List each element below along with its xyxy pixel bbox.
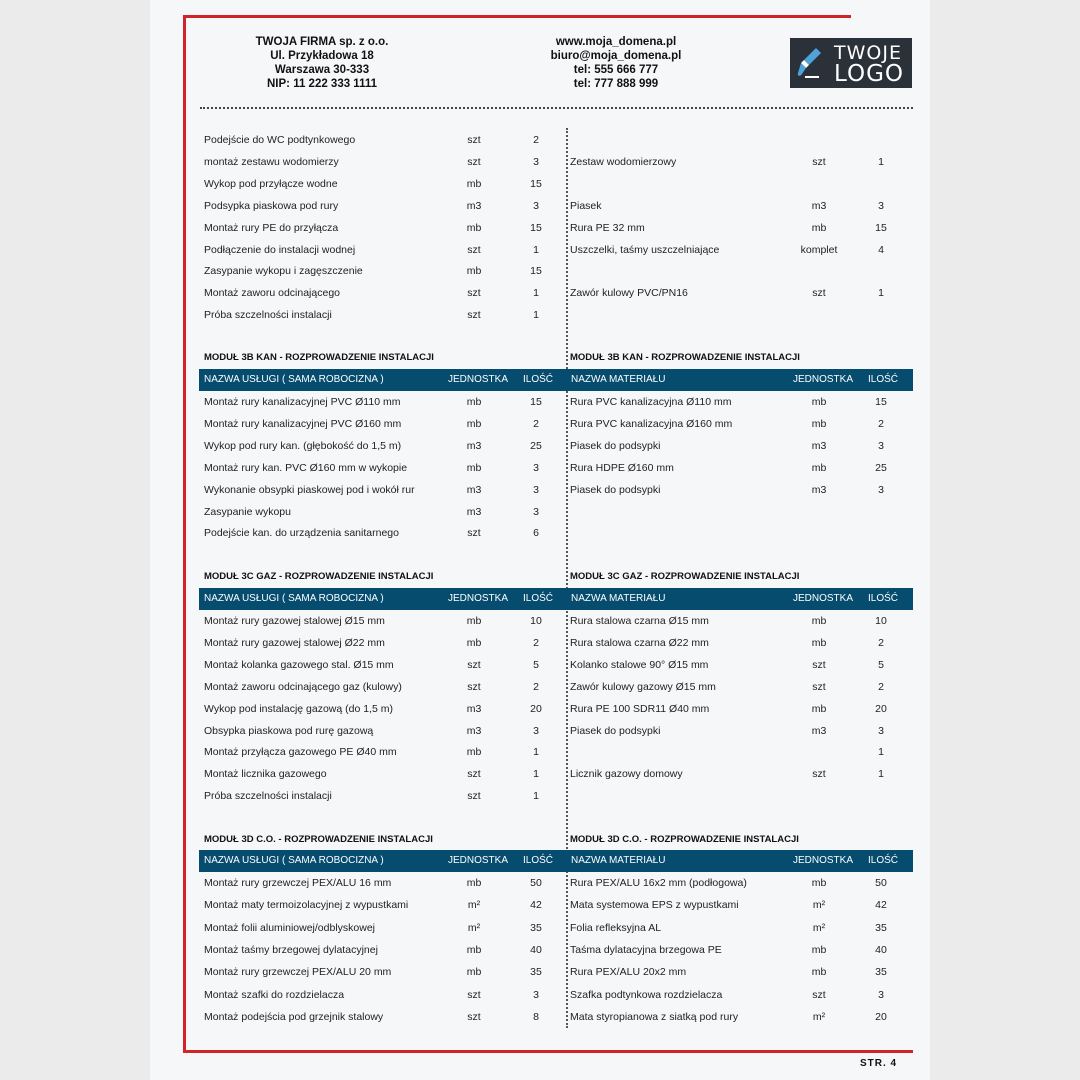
logo-line-2: LOGO [834, 61, 905, 87]
company-logo [790, 38, 912, 88]
material-unit: m² [812, 921, 826, 934]
material-unit: mb [811, 702, 827, 715]
service-name: Zasypanie wykopu i zagęszczenie [204, 265, 363, 278]
service-qty: 20 [530, 702, 542, 715]
material-name: Kolanko stalowe 90° Ø15 mm [570, 658, 709, 671]
service-qty: 50 [530, 877, 542, 889]
header-unit: JEDNOSTKA [793, 374, 854, 385]
contact-block [516, 35, 716, 91]
header-qty: ILOŚĆ [523, 374, 554, 385]
service-unit: szt [467, 287, 481, 300]
service-name: Montaż rury PE do przyłącza [204, 221, 339, 234]
material-qty: 3 [878, 439, 884, 452]
service-name: Montaż maty termoizolacyjnej z wypustkami [204, 899, 409, 912]
company-name: TWOJA FIRMA sp. z o.o. [255, 36, 389, 48]
service-unit: mb [466, 177, 482, 190]
logo-line-1: TWOJE [834, 42, 902, 64]
service-unit: mb [466, 221, 482, 234]
service-name: Wykop pod przyłącze wodne [204, 177, 338, 190]
material-name: Piasek do podsypki [570, 724, 661, 737]
service-unit: szt [467, 155, 481, 168]
service-name: Podejście do WC podtynkowego [204, 134, 356, 146]
service-name: Montaż przyłącza gazowego PE Ø40 mm [204, 746, 397, 759]
material-qty: 15 [875, 221, 887, 234]
service-unit: mb [466, 636, 482, 649]
material-name: Uszczelki, taśmy uszczelniające [570, 243, 720, 256]
material-qty: 4 [878, 243, 884, 256]
material-unit: m² [812, 899, 826, 912]
service-unit: mb [466, 746, 482, 759]
service-qty: 5 [533, 658, 539, 671]
material-qty: 20 [875, 702, 887, 715]
service-unit: mb [466, 417, 482, 430]
material-name: Szafka podtynkowa rozdzielacza [570, 988, 723, 1001]
service-name: montaż zestawu wodomierzy [204, 155, 339, 168]
material-name: Licznik gazowy domowy [570, 768, 683, 781]
material-name: Rura PEX/ALU 16x2 mm (podłogowa) [570, 877, 747, 889]
material-qty: 35 [875, 966, 887, 979]
service-qty: 8 [533, 1010, 539, 1023]
material-unit: m3 [811, 724, 827, 737]
service-name: Podłączenie do instalacji wodnej [204, 243, 356, 256]
material-name: Rura PEX/ALU 20x2 mm [570, 966, 687, 979]
header-divider [200, 107, 913, 109]
page-number: STR. 4 [860, 1058, 898, 1069]
header-service-name: NAZWA USŁUGI ( SAMA ROBOCIZNA ) [204, 374, 384, 385]
service-name: Podsypka piaskowa pod rury [204, 199, 339, 212]
material-qty: 40 [875, 943, 887, 956]
material-qty: 2 [878, 680, 884, 693]
material-name: Rura PVC kanalizacyjna Ø110 mm [570, 396, 732, 408]
service-unit: mb [466, 461, 482, 474]
header-material-name: NAZWA MATERIAŁU [571, 374, 666, 385]
header-qty: ILOŚĆ [868, 855, 899, 866]
service-unit: mb [466, 877, 482, 889]
service-name: Montaż szafki do rozdzielacza [204, 988, 345, 1001]
material-qty: 5 [878, 658, 884, 671]
material-name: Folia refleksyjna AL [570, 921, 662, 934]
service-name: Montaż podejścia pod grzejnik stalowy [204, 1010, 384, 1023]
service-qty: 15 [530, 221, 542, 234]
material-name: Piasek [570, 199, 602, 212]
service-name: Próba szczelności instalacji [204, 790, 332, 803]
material-qty: 1 [878, 768, 884, 781]
company-nip: NIP: 11 222 333 1111 [267, 78, 377, 90]
service-unit: szt [467, 134, 481, 146]
header-qty: ILOŚĆ [523, 855, 554, 866]
service-unit: mb [466, 396, 482, 408]
service-qty: 1 [533, 790, 539, 803]
service-qty: 1 [533, 309, 539, 322]
service-unit: mb [466, 615, 482, 627]
section-title-materials: MODUŁ 3C GAZ - ROZPROWADZENIE INSTALACJI [570, 571, 800, 582]
material-unit: m3 [811, 483, 827, 496]
service-qty: 3 [533, 199, 539, 212]
service-name: Montaż taśmy brzegowej dylatacyjnej [204, 943, 378, 956]
service-name: Wykop pod instalację gazową (do 1,5 m) [204, 702, 393, 715]
service-qty: 35 [530, 966, 542, 979]
service-unit: m3 [466, 505, 482, 518]
section-title-materials: MODUŁ 3D C.O. - ROZPROWADZENIE INSTALACJI [570, 834, 799, 845]
header-unit: JEDNOSTKA [793, 593, 854, 604]
material-qty: 2 [878, 417, 884, 430]
material-unit: mb [811, 396, 827, 408]
section-title-services: MODUŁ 3D C.O. - ROZPROWADZENIE INSTALACJI [204, 834, 433, 845]
paint-brush-icon [796, 44, 824, 82]
material-name: Mata styropianowa z siatką pod rury [570, 1010, 739, 1023]
material-name: Mata systemowa EPS z wypustkami [570, 899, 739, 912]
column-divider [566, 128, 568, 1028]
service-name: Montaż rury gazowej stalowej Ø15 mm [204, 615, 385, 627]
material-qty: 3 [878, 724, 884, 737]
material-name: Rura stalowa czarna Ø15 mm [570, 615, 709, 627]
material-qty: 3 [878, 988, 884, 1001]
service-name: Montaż zaworu odcinającego gaz (kulowy) [204, 680, 402, 693]
material-unit: mb [811, 461, 827, 474]
service-name: Montaż rury kanalizacyjnej PVC Ø160 mm [204, 417, 402, 430]
material-qty: 20 [875, 1010, 887, 1023]
service-qty: 15 [530, 396, 542, 408]
table-header-bar [199, 369, 913, 391]
service-qty: 10 [530, 615, 542, 627]
header-qty: ILOŚĆ [523, 593, 554, 604]
service-unit: szt [467, 680, 481, 693]
material-unit: m3 [811, 199, 827, 212]
service-name: Montaż kolanka gazowego stal. Ø15 mm [204, 658, 394, 671]
service-qty: 3 [533, 461, 539, 474]
header-service-name: NAZWA USŁUGI ( SAMA ROBOCIZNA ) [204, 593, 384, 604]
material-name: Rura PE 32 mm [570, 221, 645, 234]
service-qty: 3 [533, 155, 539, 168]
header-service-name: NAZWA USŁUGI ( SAMA ROBOCIZNA ) [204, 855, 384, 866]
material-unit: mb [811, 636, 827, 649]
material-qty: 1 [878, 287, 884, 300]
material-unit: szt [812, 287, 826, 300]
material-name: Rura HDPE Ø160 mm [570, 461, 674, 474]
material-unit: mb [811, 417, 827, 430]
contact-email[interactable]: biuro@moja_domena.pl [550, 50, 682, 62]
material-name: Rura PE 100 SDR11 Ø40 mm [570, 702, 710, 715]
service-qty: 2 [533, 636, 539, 649]
material-name: Zestaw wodomierzowy [570, 155, 677, 168]
company-street: Ul. Przykładowa 18 [270, 50, 374, 62]
header-unit: JEDNOSTKA [448, 855, 509, 866]
material-qty: 25 [875, 461, 887, 474]
section-title-materials: MODUŁ 3B KAN - ROZPROWADZENIE INSTALACJI [570, 352, 800, 363]
material-unit: szt [812, 658, 826, 671]
service-unit: szt [467, 790, 481, 803]
material-qty: 1 [878, 746, 884, 759]
service-unit: m3 [466, 702, 482, 715]
service-qty: 1 [533, 243, 539, 256]
material-unit: m² [812, 1010, 826, 1023]
red-frame-left [183, 15, 186, 1053]
material-unit: szt [812, 155, 826, 168]
material-unit: szt [812, 988, 826, 1001]
material-name: Zawór kulowy PVC/PN16 [570, 287, 688, 300]
service-unit: szt [467, 658, 481, 671]
service-name: Montaż zaworu odcinającego [204, 287, 340, 300]
service-name: Montaż licznika gazowego [204, 768, 327, 781]
material-qty: 1 [878, 155, 884, 168]
service-qty: 2 [533, 134, 539, 146]
service-qty: 25 [530, 439, 542, 452]
service-qty: 2 [533, 417, 539, 430]
material-unit: szt [812, 768, 826, 781]
header-material-name: NAZWA MATERIAŁU [571, 855, 666, 866]
header-qty: ILOŚĆ [868, 593, 899, 604]
red-frame-bottom [183, 1050, 913, 1053]
material-unit: mb [811, 877, 827, 889]
service-unit: m² [467, 921, 481, 934]
service-unit: szt [467, 768, 481, 781]
header-unit: JEDNOSTKA [448, 374, 509, 385]
material-qty: 15 [875, 396, 887, 408]
service-unit: szt [467, 1010, 481, 1023]
service-name: Wykop pod rury kan. (głębokość do 1,5 m) [204, 439, 402, 452]
service-qty: 6 [533, 527, 539, 540]
material-name: Piasek do podsypki [570, 439, 661, 452]
service-unit: m3 [466, 483, 482, 496]
table-header-bar [199, 588, 913, 610]
material-unit: szt [812, 680, 826, 693]
service-qty: 42 [530, 899, 542, 912]
company-city: Warszawa 30-333 [274, 64, 370, 76]
service-qty: 3 [533, 988, 539, 1001]
service-name: Podejście kan. do urządzenia sanitarnego [204, 527, 399, 540]
service-qty: 1 [533, 287, 539, 300]
service-unit: m3 [466, 439, 482, 452]
header-unit: JEDNOSTKA [448, 593, 509, 604]
service-qty: 2 [533, 680, 539, 693]
service-qty: 3 [533, 724, 539, 737]
material-qty: 2 [878, 636, 884, 649]
service-name: Wykonanie obsypki piaskowej pod i wokół rur [204, 483, 415, 496]
service-qty: 40 [530, 943, 542, 956]
service-unit: szt [467, 988, 481, 1001]
service-name: Zasypanie wykopu [204, 505, 291, 518]
company-block [222, 35, 422, 91]
header-unit: JEDNOSTKA [793, 855, 854, 866]
service-name: Montaż rury grzewczej PEX/ALU 16 mm [204, 877, 392, 889]
service-qty: 15 [530, 177, 542, 190]
service-unit: szt [467, 309, 481, 322]
service-name: Obsypka piaskowa pod rurę gazową [204, 724, 374, 737]
material-name: Rura PVC kanalizacyjna Ø160 mm [570, 417, 733, 430]
material-unit: mb [811, 615, 827, 627]
service-qty: 3 [533, 505, 539, 518]
material-name: Taśma dylatacyjna brzegowa PE [570, 943, 722, 956]
material-unit: komplet [800, 243, 838, 256]
service-unit: mb [466, 265, 482, 278]
service-name: Montaż rury gazowej stalowej Ø22 mm [204, 636, 385, 649]
material-unit: mb [811, 221, 827, 234]
service-name: Montaż folii aluminiowej/odblyskowej [204, 921, 375, 934]
material-name: Rura stalowa czarna Ø22 mm [570, 636, 709, 649]
service-unit: m² [467, 899, 481, 912]
service-qty: 3 [533, 483, 539, 496]
material-qty: 50 [875, 877, 887, 889]
service-qty: 1 [533, 768, 539, 781]
material-qty: 42 [875, 899, 887, 912]
section-title-services: MODUŁ 3B KAN - ROZPROWADZENIE INSTALACJI [204, 352, 434, 363]
material-qty: 3 [878, 483, 884, 496]
material-name: Piasek do podsypki [570, 483, 661, 496]
red-frame-top [183, 15, 851, 18]
material-qty: 10 [875, 615, 887, 627]
service-name: Montaż rury grzewczej PEX/ALU 20 mm [204, 966, 392, 979]
service-unit: m3 [466, 724, 482, 737]
section-title-services: MODUŁ 3C GAZ - ROZPROWADZENIE INSTALACJI [204, 571, 434, 582]
service-name: Próba szczelności instalacji [204, 309, 332, 322]
material-qty: 35 [875, 921, 887, 934]
service-unit: m3 [466, 199, 482, 212]
service-unit: mb [466, 943, 482, 956]
header-material-name: NAZWA MATERIAŁU [571, 593, 666, 604]
contact-www[interactable]: www.moja_domena.pl [555, 36, 677, 48]
table-header-bar [199, 850, 913, 872]
service-name: Montaż rury kanalizacyjnej PVC Ø110 mm [204, 396, 401, 408]
header-qty: ILOŚĆ [868, 374, 899, 385]
service-name: Montaż rury kan. PVC Ø160 mm w wykopie [204, 461, 408, 474]
contact-tel-1: tel: 555 666 777 [573, 64, 659, 76]
material-name: Zawór kulowy gazowy Ø15 mm [570, 680, 716, 693]
contact-tel-2: tel: 777 888 999 [573, 78, 659, 90]
service-qty: 15 [530, 265, 542, 278]
service-unit: szt [467, 243, 481, 256]
material-unit: mb [811, 966, 827, 979]
material-qty: 3 [878, 199, 884, 212]
service-unit: mb [466, 966, 482, 979]
service-qty: 35 [530, 921, 542, 934]
service-unit: szt [467, 527, 481, 540]
service-qty: 1 [533, 746, 539, 759]
material-unit: m3 [811, 439, 827, 452]
material-unit: mb [811, 943, 827, 956]
